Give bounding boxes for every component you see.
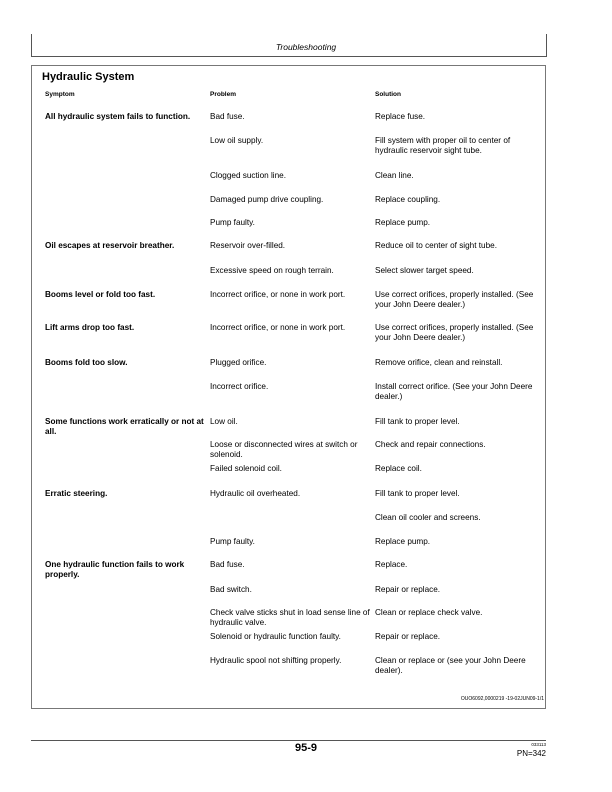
table-cell-solution: Fill tank to proper level.	[375, 489, 460, 498]
table-cell-symptom: All hydraulic system fails to function.	[45, 112, 191, 121]
table-cell-solution: Repair or replace.	[375, 585, 441, 594]
table-cell-symptom: Booms level or fold too fast.	[45, 290, 156, 299]
column-header-solution: Solution	[375, 91, 401, 98]
table-cell-problem: Incorrect orifice.	[210, 382, 269, 391]
table-cell-problem: Failed solenoid coil.	[210, 464, 282, 473]
table-cell-solution: Repair or replace.	[375, 632, 441, 641]
table-cell-solution: Replace pump.	[375, 218, 431, 227]
table-cell-problem: Loose or disconnected wires at switch or solenoid.	[210, 440, 358, 459]
section-title: Hydraulic System	[42, 71, 135, 83]
table-cell-problem: Incorrect orifice, or none in work port.	[210, 323, 346, 332]
table-cell-solution: Replace coil.	[375, 464, 422, 473]
column-header-problem: Problem	[210, 91, 237, 98]
table-cell-problem: Hydraulic spool not shifting properly.	[210, 656, 342, 665]
column-header-symptom: Symptom	[45, 91, 75, 98]
table-cell-symptom: Some functions work erratically or not at all.	[45, 417, 204, 436]
table-cell-problem: Pump faulty.	[210, 218, 255, 227]
table-cell-symptom: Erratic steering.	[45, 489, 108, 498]
table-cell-symptom: Lift arms drop too fast.	[45, 323, 135, 332]
table-cell-problem: Bad fuse.	[210, 560, 245, 569]
table-cell-solution: Use correct orifices, properly installed. (See your John Deere dealer.)	[375, 323, 534, 342]
table-cell-solution: Fill system with proper oil to center of hydraulic reservoir sight tube.	[375, 136, 511, 155]
table-cell-solution: Clean or replace or (see your John Deere dealer).	[375, 656, 526, 675]
table-cell-solution: Replace coupling.	[375, 195, 441, 204]
document-id: OUO6092,0000219 -19-02JUN09-1/1	[460, 696, 544, 702]
table-cell-problem: Low oil.	[210, 417, 238, 426]
table-cell-problem: Reservoir over-filled.	[210, 241, 286, 250]
table-cell-problem: Bad switch.	[210, 585, 252, 594]
table-cell-problem: Plugged orifice.	[210, 358, 267, 367]
table-cell-problem: Solenoid or hydraulic function faulty.	[210, 632, 341, 641]
table-cell-solution: Check and repair connections.	[375, 440, 486, 449]
table-cell-problem: Clogged suction line.	[210, 171, 287, 180]
table-cell-symptom: Oil escapes at reservoir breather.	[45, 241, 175, 250]
table-cell-solution: Use correct orifices, properly installed. (See your John Deere dealer.)	[375, 290, 534, 309]
table-cell-problem: Incorrect orifice, or none in work port.	[210, 290, 346, 299]
table-cell-problem: Pump faulty.	[210, 537, 255, 546]
table-cell-solution: Clean oil cooler and screens.	[375, 513, 481, 522]
table-cell-problem: Hydraulic oil overheated.	[210, 489, 301, 498]
table-cell-solution: Install correct orifice. (See your John Deere dealer.)	[375, 382, 533, 401]
table-cell-solution: Clean or replace check valve.	[375, 608, 483, 617]
running-head: Troubleshooting	[275, 42, 337, 52]
table-cell-solution: Clean line.	[375, 171, 414, 180]
table-cell-problem: Check valve sticks shut in load sense line of hydraulic valve.	[210, 608, 370, 627]
header-bottom-rule	[31, 56, 547, 57]
footer-rule	[31, 740, 546, 741]
table-cell-solution: Replace pump.	[375, 537, 431, 546]
table-cell-solution: Fill tank to proper level.	[375, 417, 460, 426]
table-cell-symptom: Booms fold too slow.	[45, 358, 128, 367]
table-cell-problem: Damaged pump drive coupling.	[210, 195, 324, 204]
table-cell-symptom: One hydraulic function fails to work properly.	[45, 560, 185, 579]
table-cell-solution: Replace.	[375, 560, 408, 569]
table-cell-problem: Low oil supply.	[210, 136, 264, 145]
footer-code: 033113	[531, 742, 546, 747]
table-cell-solution: Replace fuse.	[375, 112, 426, 121]
table-cell-problem: Excessive speed on rough terrain.	[210, 266, 334, 275]
table-cell-solution: Select slower target speed.	[375, 266, 474, 275]
table-cell-solution: Reduce oil to center of sight tube.	[375, 241, 497, 250]
table-cell-solution: Remove orifice, clean and reinstall.	[375, 358, 503, 367]
pn-number: PN=342	[516, 749, 546, 758]
page-number: 95-9	[294, 742, 318, 754]
table-cell-problem: Bad fuse.	[210, 112, 245, 121]
